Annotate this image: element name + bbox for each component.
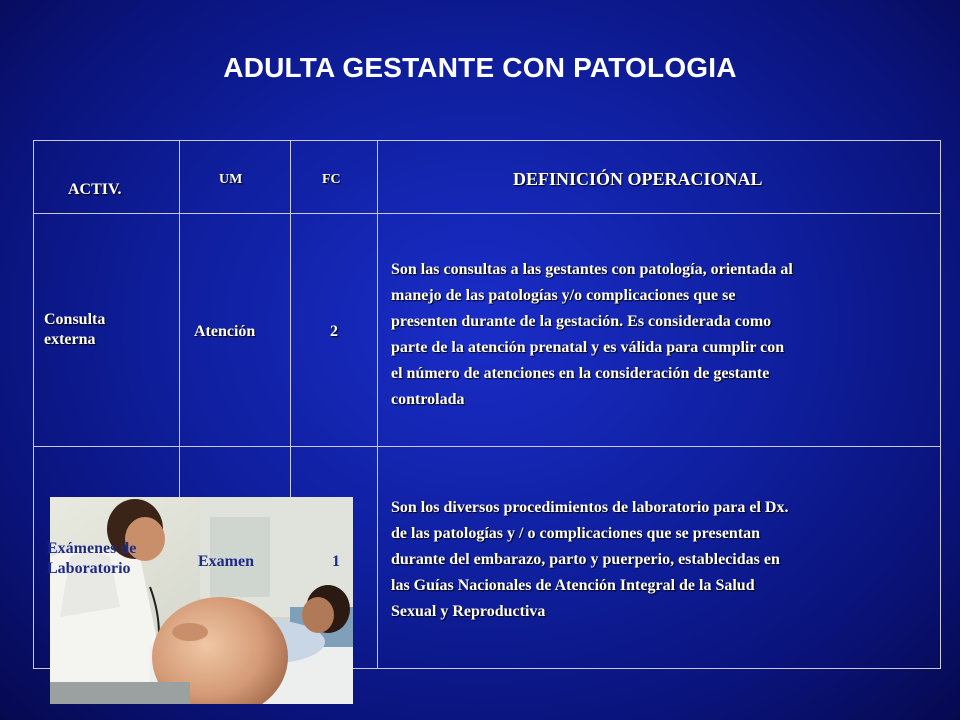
row2-activ-line1: Exámenes de (47, 540, 137, 557)
row-divider-2 (33, 446, 941, 447)
header-um: UM (219, 172, 243, 187)
row2-definicion (391, 495, 788, 625)
row1-activ-line2: externa (44, 331, 96, 348)
row1-def-line: presenten durante de la gestación. Es considerada como (391, 313, 772, 330)
row2-fc: 1 (332, 553, 340, 570)
row2-um: Examen (198, 553, 254, 570)
row1-def-line: el número de atenciones en la consideración de gestante (391, 365, 770, 382)
row1-def-line: controlada (391, 391, 465, 408)
header-activ: ACTIV. (68, 181, 122, 198)
column-divider-3 (377, 140, 378, 669)
row1-activ (44, 310, 105, 350)
row2-def-line: Sexual y Reproductiva (391, 603, 546, 620)
row1-definicion (391, 257, 793, 413)
row2-activ-line2: Laboratorio (47, 560, 131, 577)
prenatal-exam-photo (50, 497, 353, 704)
header-fc: FC (322, 172, 341, 187)
row1-def-line: Son las consultas a las gestantes con patología, orientada al (391, 261, 793, 278)
row2-def-line: las Guías Nacionales de Atención Integral de la Salud (391, 577, 755, 594)
row2-def-line: Son los diversos procedimientos de laboratorio para el Dx. (391, 499, 789, 516)
header-definicion: DEFINICIÓN OPERACIONAL (513, 169, 763, 189)
row1-def-line: manejo de las patologías y/o complicaciones que se (391, 287, 736, 304)
row2-activ (47, 539, 136, 579)
row1-um: Atención (194, 323, 256, 340)
row1-def-line: parte de la atención prenatal y es válida para cumplir con (391, 339, 785, 356)
row1-fc: 2 (330, 323, 338, 340)
slide-title: ADULTA GESTANTE CON PATOLOGIA (223, 52, 737, 83)
row2-def-line: de las patologías y / o complicaciones que se presentan (391, 525, 761, 542)
row1-activ-line1: Consulta (44, 311, 106, 328)
row2-def-line: durante del embarazo, parto y puerperio, establecidas en (391, 551, 780, 568)
row-divider-1 (33, 213, 941, 214)
